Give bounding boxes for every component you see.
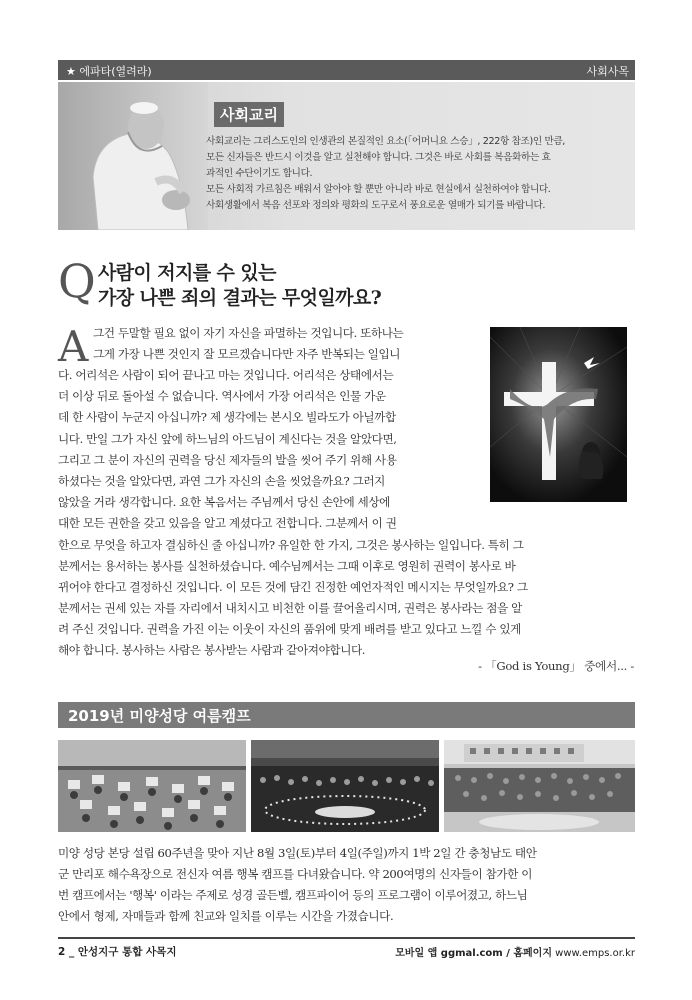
question-line-2: 가장 나쁜 죄의 결과는 무엇일까요? (98, 287, 382, 309)
answer-line: 려 주신 것입니다. 권력을 가진 이는 이웃이 자신의 품위에 맞게 배려를 받고 있다고 느낄 수 있게 (58, 622, 521, 636)
answer-line: 니다. 만일 그가 자신 앞에 하느님의 아드님이 계신다는 것을 알았다면, (58, 432, 397, 446)
answer-line: 대한 모든 권한을 갖고 있음을 알고 계셨다고 전합니다. 그분께서 이 권 (58, 516, 397, 530)
answer-line: 분께서는 용서하는 봉사를 실천하셨습니다. 예수님께서는 그때 이후로 영원히 권력이 봉사로 바 (58, 559, 516, 573)
camp-section-title: 2019년 미양성당 여름캠프 (68, 707, 251, 725)
answer-line: 다. 어리석은 사람이 되어 끝나고 마는 것입니다. 어리석은 상태에서는 (58, 368, 394, 382)
camp-text-line: 군 만리포 해수욕장으로 전신자 여름 행복 캠프를 다녀왔습니다. 약 200여명의 신자들이 참가한 이 (58, 867, 533, 881)
cross-illustration (490, 327, 627, 502)
pope-photo (58, 82, 208, 230)
camp-text-line: 미양 성당 본당 설립 60주년을 맞아 지난 8월 3일(토)부터 4일(주일)까지 1박 2일 간 충청남도 태안 (58, 846, 537, 860)
intro-box (58, 82, 635, 230)
question-line-1: 사람이 저지를 수 있는 (98, 262, 276, 284)
intro-line: 모든 신자들은 반드시 이것을 알고 실천해야 합니다. 그것은 바로 사회를 복음화하는 효 (206, 152, 551, 163)
answer-line: 뀌어야 한다고 결정하신 것입니다. 이 모든 것에 담긴 진정한 예언자적인 메시지는 무엇일까요? 그 (58, 580, 528, 594)
answer-drop-letter: A (58, 322, 89, 371)
answer-line: 그리고 그 분이 자신의 권력을 당신 제자들의 발을 씻어 주기 위해 사용 (58, 453, 397, 467)
section-label: 사회사목 (586, 65, 629, 78)
answer-line: 데 한 사람이 누군지 아십니까? 제 생각에는 본시오 빌라도가 아닐까합 (58, 410, 396, 424)
answer-line: 하셨다는 것을 알았다면, 과연 그가 자신의 손을 씻었을까요? 그러지 (58, 474, 385, 488)
answer-line: 분께서는 권세 있는 자를 자리에서 내치시고 비천한 이를 끌어올리시며, 권력은 봉사라는 점을 알 (58, 601, 522, 615)
intro-line: 사회교리는 그리스도인의 인생관의 본질적인 요소(「어머니요 스승」, 222항 참조)인 만큼, (206, 136, 566, 147)
footer-divider (58, 937, 635, 939)
answer-line: 한으로 무엇을 하고자 결심하신 줄 아십니까? 유일한 한 가지, 그것은 봉사하는 일입니다. 특히 그 (58, 538, 524, 552)
question-drop-letter: Q (58, 254, 96, 308)
camp-text-line: 번 캠프에서는 '행복' 이라는 주제로 성경 골든벨, 캠프파이어 등의 프로그램이 이루어졌고, 하느님 (58, 888, 528, 902)
camp-photo-1 (58, 740, 246, 832)
footer-contact (395, 944, 635, 959)
intro-title: 사회교리 (214, 102, 284, 127)
camp-photo-3 (444, 740, 635, 832)
camp-text-line: 안에서 형제, 자매들과 함께 친교와 일치를 이루는 시간을 가졌습니다. (58, 909, 394, 923)
footer-website-link[interactable]: www.emps.or.kr (555, 948, 635, 959)
answer-line: 해야 합니다. 봉사하는 사람은 봉사받는 사람과 같아져야합니다. (58, 643, 366, 657)
intro-line: 모든 사회적 가르침은 배워서 알아야 할 뿐만 아니라 바로 현실에서 실천하여야 합니다. (206, 184, 551, 195)
quote-attribution: - 「God is Young」 중에서... - (478, 659, 634, 673)
section-header-bar (58, 60, 635, 80)
footer-contact-label: 모바일 앱 ggmal.com / 홈페이지 (395, 948, 552, 959)
section-category: ★ 에파타(열려라) (66, 65, 152, 78)
intro-line: 사회생활에서 복음 선포와 정의와 평화의 도구로서 풍요로운 열매가 되기를 바랍니다. (206, 200, 546, 211)
answer-line: 더 이상 뒤로 돌아설 수 없습니다. 역사에서 가장 어리석은 인물 가운 (58, 389, 386, 403)
camp-section-header (58, 702, 635, 728)
footer-page-label: 2 _ 안성지구 통합 사목지 (58, 946, 177, 958)
intro-text (206, 134, 632, 214)
answer-line: 그게 가장 나쁜 것인지 잘 모르겠습니다만 자주 반복되는 일입니 (93, 347, 401, 361)
answer-line: 않았을 거라 생각합니다. 요한 복음서는 주님께서 당신 손안에 세상에 (58, 495, 390, 509)
answer-line: 그건 두말할 필요 없이 자기 자신을 파멸하는 것입니다. 또하나는 (93, 326, 404, 340)
intro-line: 과적인 수단이기도 합니다. (206, 168, 313, 179)
camp-photo-2 (251, 740, 439, 832)
